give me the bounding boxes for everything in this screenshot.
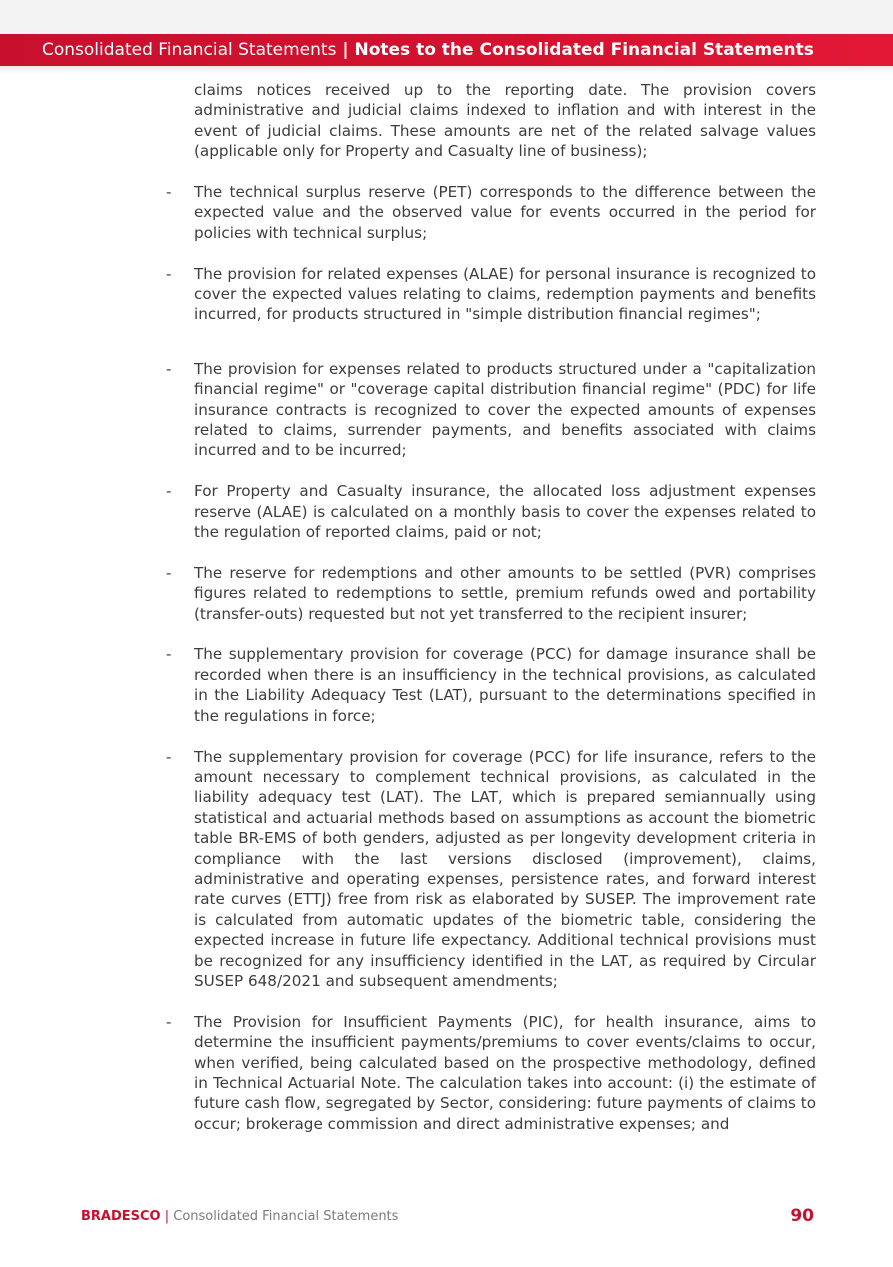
document-body bbox=[160, 80, 816, 1155]
bullet-dash: - bbox=[166, 747, 172, 766]
header-title: Notes to the Consolidated Financial Statements bbox=[354, 40, 814, 60]
list-item bbox=[160, 1012, 816, 1134]
footer-separator: | bbox=[160, 1208, 174, 1224]
list-item bbox=[160, 264, 816, 325]
footer-brand: BRADESCO bbox=[81, 1208, 161, 1224]
list-item-text: The technical surplus reserve (PET) corresponds to the difference between the expected value and the observed value for events occurred in the period for policies with technical surplus; bbox=[194, 183, 816, 242]
bullet-dash: - bbox=[166, 359, 172, 378]
paragraph-text: claims notices received up to the reporting date. The provision covers administrative and judicial claims indexed to inflation and with interest in the event of judicial claims. These amounts are net of the related salvage values (applicable only for Property and Casualty line of business); bbox=[194, 81, 816, 161]
bullet-dash: - bbox=[166, 482, 172, 501]
list-item bbox=[160, 747, 816, 992]
list-item bbox=[160, 481, 816, 542]
bullet-dash: - bbox=[166, 264, 172, 283]
list-item bbox=[160, 182, 816, 243]
list-item bbox=[160, 359, 816, 461]
bullet-dash: - bbox=[166, 1012, 172, 1031]
list-item bbox=[160, 644, 816, 726]
page-number: 90 bbox=[790, 1206, 814, 1226]
list-item bbox=[160, 563, 816, 624]
list-item-text: For Property and Casualty insurance, the allocated loss adjustment expenses reserve (ALAE) is calculated on a monthly basis to cover the expenses related to the regulation of reported claims, paid or not; bbox=[194, 482, 816, 542]
list-item-text: The reserve for redemptions and other amounts to be settled (PVR) comprises figures related to redemptions to settle, premium refunds owed and portability (transfer-outs) requested but not yet transferred to the recipient insurer; bbox=[194, 563, 816, 623]
bullet-dash: - bbox=[166, 645, 172, 664]
continuation-paragraph bbox=[160, 80, 816, 162]
list-item-text: The supplementary provision for coverage (PCC) for life insurance, refers to the amount necessary to complement technical provisions, as calculated in the liability adequacy test (LAT). The LAT, which is prepared semiannually using statistical and actuarial methods based on assumptions as account the biometric table BR-EMS of both genders, adjusted as per longevity development criteria in compliance with the last versions disclosed (improvement), claims, administrative and operating expenses, persistence rates, and forward interest rate curves (ETTJ) free from risk as elaborated by SUSEP. The improvement rate is calculated from automatic updates of the biometric table, considering the expected increase in future life expectancy. Additional technical provisions must be recognized for any insufficiency identified in the LAT, as required by Circular SUSEP 648/2021 and subsequent amendments; bbox=[194, 747, 816, 990]
bullet-dash: - bbox=[166, 563, 172, 582]
header-shadow bbox=[0, 66, 893, 74]
header-section: Consolidated Financial Statements bbox=[42, 40, 337, 60]
bullet-dash: - bbox=[166, 183, 172, 202]
page-footer bbox=[81, 1206, 814, 1226]
footer-label: Consolidated Financial Statements bbox=[173, 1208, 399, 1224]
header-separator: | bbox=[336, 40, 355, 60]
list-item-text: The provision for expenses related to products structured under a "capitalization financial regime" or "coverage capital distribution financial regime" (PDC) for life insurance contracts is recognized to cover the expected amounts of expenses related to claims, surrender payments, and benefits associated with claims incurred and to be incurred; bbox=[194, 359, 816, 460]
page-header bbox=[0, 34, 893, 66]
top-strip bbox=[0, 0, 893, 34]
footer-left bbox=[81, 1209, 398, 1224]
list-item-text: The supplementary provision for coverage (PCC) for damage insurance shall be recorded when there is an insufficiency in the technical provisions, as calculated in the Liability Adequacy Test (LAT), pursuant to the determinations specified in the regulations in force; bbox=[194, 645, 816, 725]
list-item-text: The Provision for Insufficient Payments (PIC), for health insurance, aims to determine the insufficient payments/premiums to cover events/claims to occur, when verified, being calculated based on the prospective methodology, defined in Technical Actuarial Note. The calculation takes into account: (i) the estimate of future cash flow, segregated by Sector, considering: future payments of claims to occur; brokerage commission and direct administrative expenses; and bbox=[194, 1012, 816, 1133]
list-item-text: The provision for related expenses (ALAE) for personal insurance is recognized to cover the expected values relating to claims, redemption payments and benefits incurred, for products structured in "simple distribution financial regimes"; bbox=[194, 264, 816, 324]
